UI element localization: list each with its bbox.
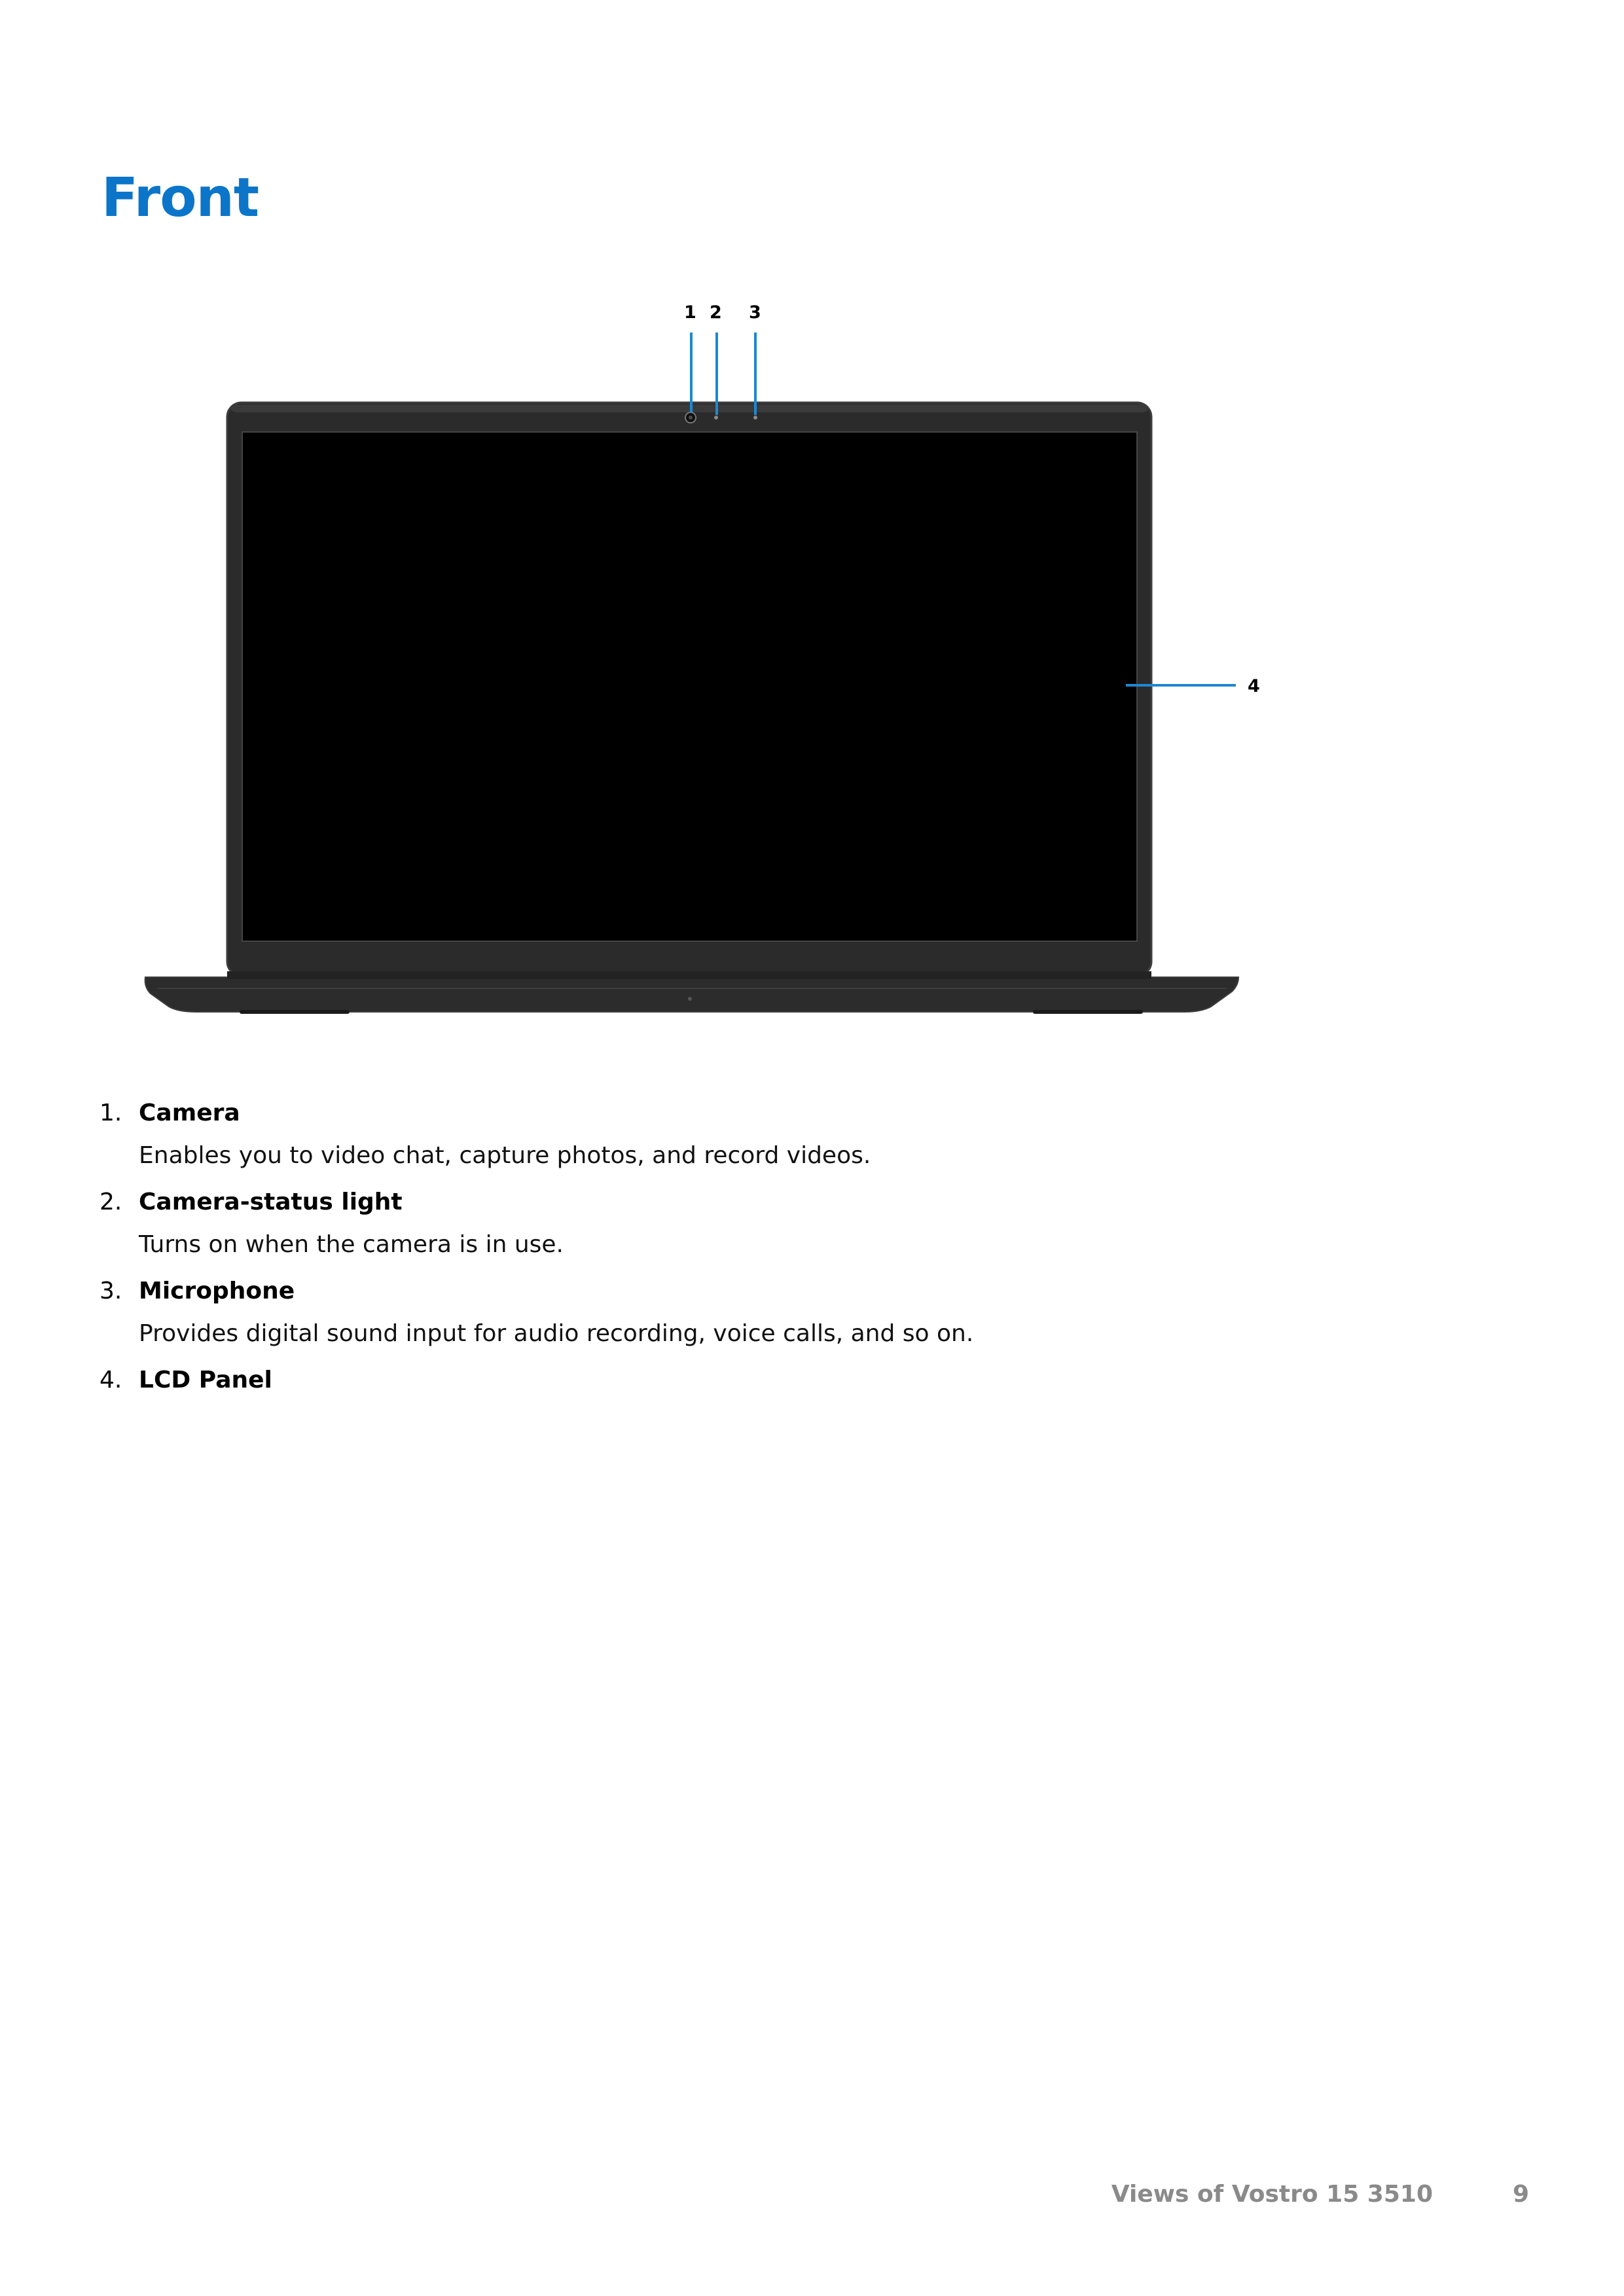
callout-3: 3 <box>749 302 761 323</box>
page-title: Front <box>101 167 259 229</box>
list-item <box>99 1367 1474 1393</box>
item-number: 1. <box>99 1100 122 1126</box>
list-item <box>99 1189 1474 1258</box>
page-number: 9 <box>1512 2181 1529 2208</box>
callout-1: 1 <box>684 302 696 323</box>
item-number: 2. <box>99 1189 122 1215</box>
microphone <box>753 416 757 420</box>
item-title: Camera-status light <box>139 1189 403 1215</box>
item-title: Camera <box>139 1100 240 1126</box>
lcd-panel <box>242 432 1137 941</box>
list-item <box>99 1278 1474 1347</box>
callout-2: 2 <box>710 302 722 323</box>
item-description: Provides digital sound input for audio recording, voice calls, and so on. <box>139 1320 974 1347</box>
footer-section-title: Views of Vostro 15 3510 <box>1111 2181 1433 2208</box>
laptop-illustration <box>0 0 1624 1060</box>
item-number: 3. <box>99 1278 122 1304</box>
item-title: LCD Panel <box>139 1367 272 1393</box>
callout-4: 4 <box>1248 676 1260 696</box>
item-title: Microphone <box>139 1278 295 1304</box>
list-item <box>99 1100 1474 1169</box>
item-description: Turns on when the camera is in use. <box>139 1231 564 1258</box>
laptop-front-indicator <box>688 997 692 1001</box>
item-number: 4. <box>99 1367 122 1393</box>
laptop-foot-right <box>1033 1010 1143 1014</box>
laptop-front-figure <box>0 0 1624 1060</box>
feature-list <box>99 1100 1474 1393</box>
camera-lens <box>689 416 693 420</box>
laptop-lid-top-edge <box>230 404 1148 412</box>
laptop-hinge <box>227 971 1151 979</box>
camera-status-light <box>714 416 718 420</box>
page-footer <box>0 2181 1624 2220</box>
laptop-base <box>145 977 1238 1012</box>
item-description: Enables you to video chat, capture photos, and record videos. <box>139 1142 871 1169</box>
laptop-foot-left <box>240 1010 350 1014</box>
